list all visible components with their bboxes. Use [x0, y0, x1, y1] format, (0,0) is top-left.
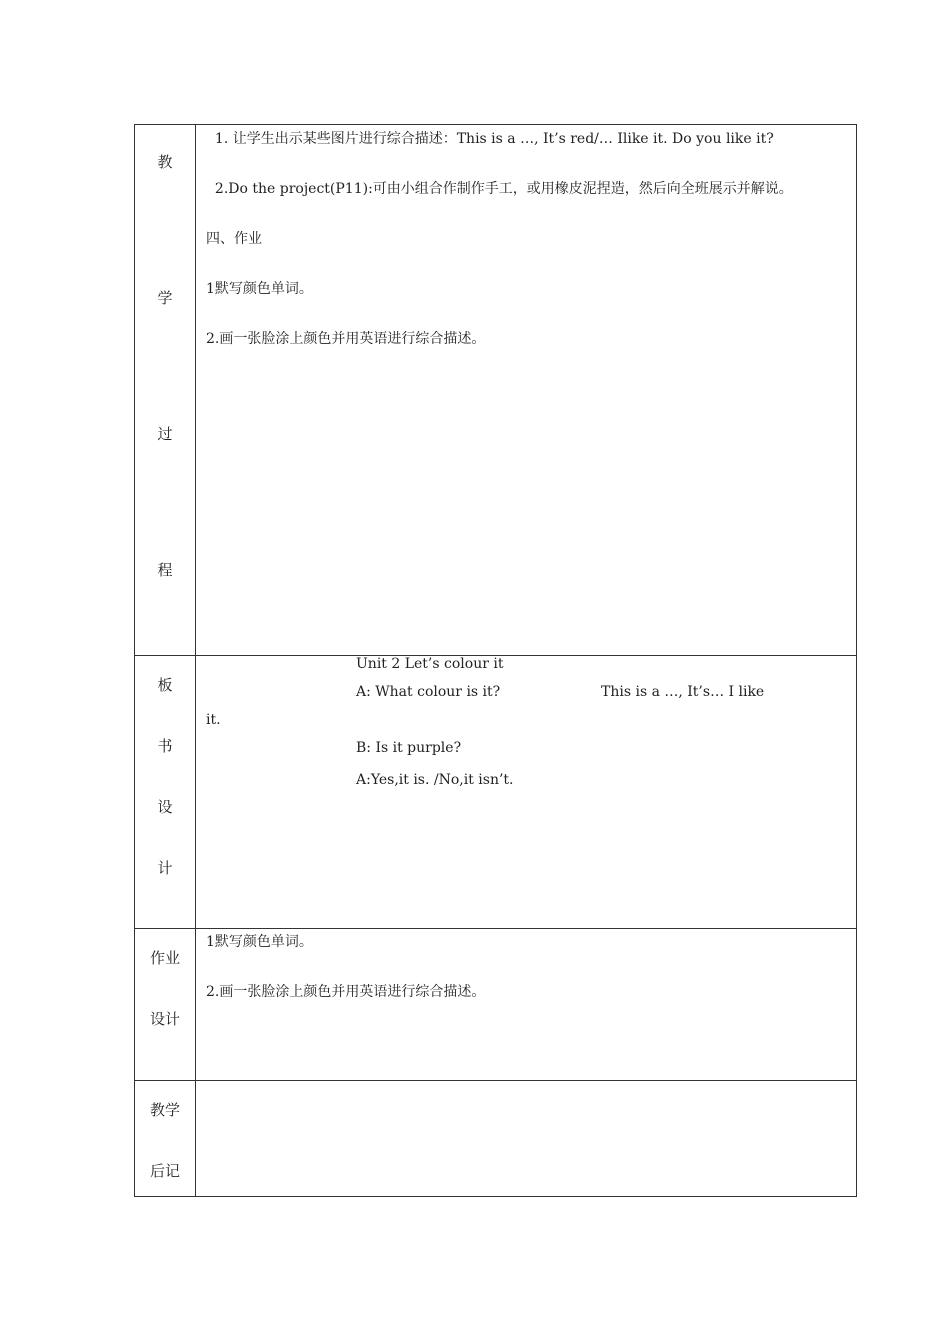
board-label-cell: [135, 656, 196, 929]
process-label-char: 教: [157, 153, 173, 171]
process-label-cell: [135, 125, 196, 656]
homework-label-cell: [135, 929, 196, 1081]
reflection-label-cell: [135, 1081, 196, 1197]
board-line-answer: This is a …, It’s… I like: [601, 684, 765, 700]
process-paragraph: 四、作业: [206, 231, 262, 247]
process-label-char: 过: [157, 425, 173, 443]
board-line-wrap: it.: [206, 712, 221, 728]
board-design-row: [135, 656, 857, 929]
reflection-label-line: 后记: [149, 1162, 180, 1180]
homework-row: [135, 929, 857, 1081]
process-label-char: 程: [157, 561, 173, 579]
board-label-char: 书: [157, 737, 173, 755]
homework-label-line: 作业: [149, 949, 180, 967]
homework-label-line: 设计: [149, 1010, 180, 1028]
board-line-title: Unit 2 Let’s colour it: [356, 656, 504, 672]
homework-item: 2.画一张脸涂上颜色并用英语进行综合描述。: [206, 984, 486, 1000]
process-paragraph: 1默写颜色单词。: [206, 281, 313, 297]
process-label-char: 学: [157, 289, 173, 307]
process-row: [135, 125, 857, 656]
homework-item: 1默写颜色单词。: [206, 934, 313, 950]
lesson-plan-table: [134, 124, 857, 1197]
reflection-content-cell: [196, 1081, 857, 1197]
board-content-cell: [196, 656, 857, 929]
board-label-char: 设: [157, 798, 173, 816]
reflection-row: [135, 1081, 857, 1197]
board-line-question2: B: Is it purple?: [356, 740, 462, 756]
process-paragraph: 1. 让学生出示某些图片进行综合描述：This is a …, It’s red/… Ilike it. Do you like it?: [206, 131, 774, 147]
homework-content-cell: [196, 929, 857, 1081]
process-content-cell: [196, 125, 857, 656]
board-line-question: A: What colour is it?: [356, 684, 501, 700]
board-line-reply: A:Yes,it is. /No,it isn’t.: [356, 772, 514, 788]
board-label-char: 板: [157, 676, 173, 694]
process-paragraph: 2.Do the project(P11):可由小组合作制作手工，或用橡皮泥捏造，然后向全班展示并解说。: [206, 181, 793, 197]
reflection-label-line: 教学: [149, 1101, 180, 1119]
process-paragraph: 2.画一张脸涂上颜色并用英语进行综合描述。: [206, 331, 486, 347]
board-label-char: 计: [157, 859, 173, 877]
